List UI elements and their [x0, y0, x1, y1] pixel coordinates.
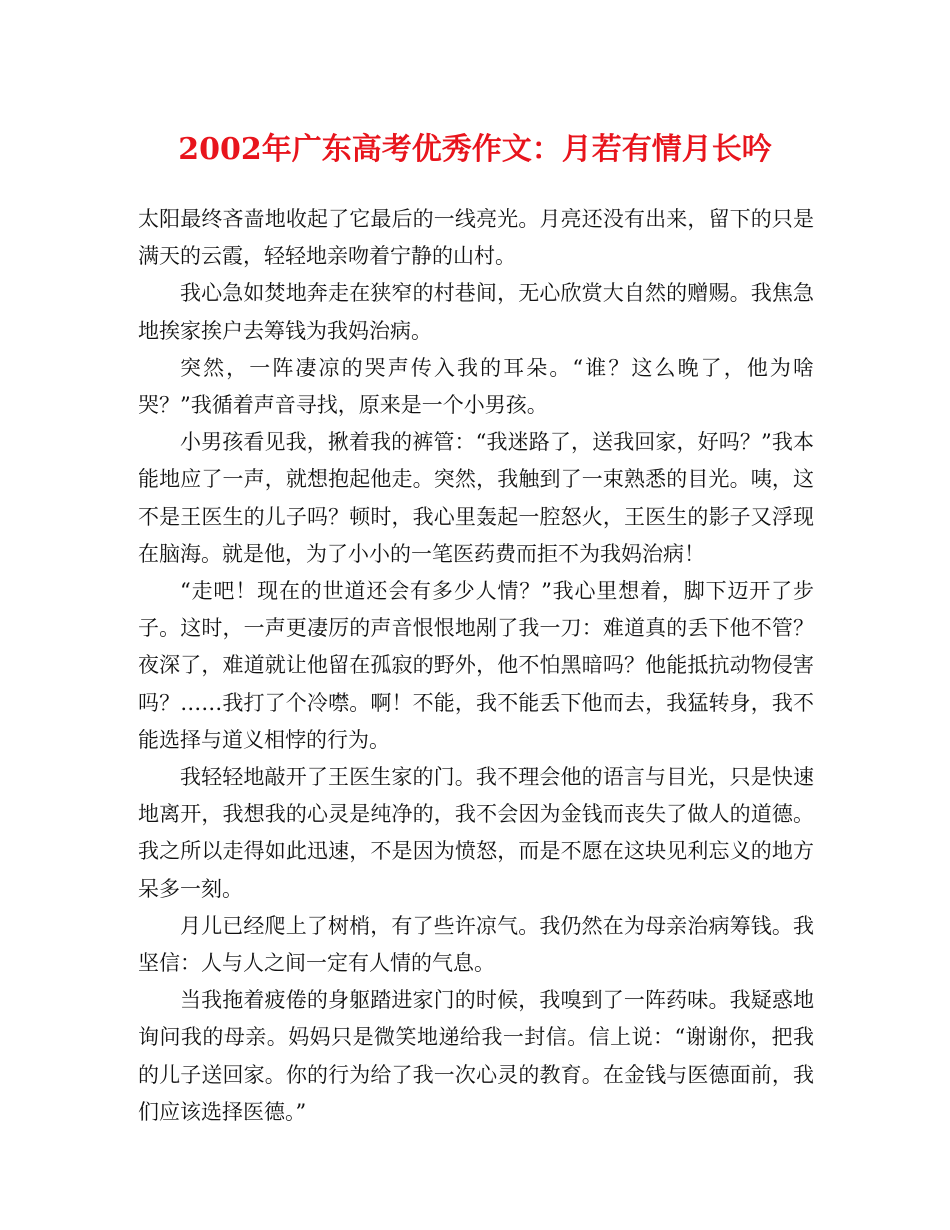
paragraph-5: “走吧！现在的世道还会有多少人情？”我心里想着，脚下迈开了步子。这时，一声更凄厉的声音恨恨地剐了我一刀：难道真的丢下他不管？夜深了，难道就让他留在孤寂的野外，他不怕黑暗吗？他能抵抗动物侵害吗？……我打了个冷噤。啊！不能，我不能丢下他而去，我猛转身，我不能选择与道义相悖的行为。	[138, 579, 814, 752]
paragraph-1: 太阳最终吝啬地收起了它最后的一线亮光。月亮还没有出来，留下的只是满天的云霞，轻轻地亲吻着宁静的山村。	[138, 207, 814, 269]
paragraph-4: 小男孩看见我，揪着我的裤管：“我迷路了，送我回家，好吗？”我本能地应了一声，就想抱起他走。突然，我触到了一束熟悉的目光。咦，这不是王医生的儿子吗？顿时，我心里轰起一腔怒火，王医生的影子又浮现在脑海。就是他，为了小小的一笔医药费而拒不为我妈治病！	[138, 430, 814, 566]
paragraph-8: 当我拖着疲倦的身躯踏进家门的时候，我嗅到了一阵药味。我疑惑地询问我的母亲。妈妈只是微笑地递给我一封信。信上说：“谢谢你，把我的儿子送回家。你的行为给了我一次心灵的教育。在金钱与医德面前，我们应该选择医德。”	[138, 988, 814, 1124]
paragraph-7: 月儿已经爬上了树梢，有了些许凉气。我仍然在为母亲治病筹钱。我坚信：人与人之间一定有人情的气息。	[138, 913, 814, 976]
document-title: 2002年广东高考优秀作文：月若有情月长吟	[178, 132, 772, 167]
paragraph-3: 突然，一阵凄凉的哭声传入我的耳朵。“谁？这么晚了，他为啥哭？”我循着声音寻找，原来是一个小男孩。	[138, 355, 814, 418]
document-body	[138, 201, 814, 1131]
paragraph-2: 我心急如焚地奔走在狭窄的村巷间，无心欣赏大自然的赠赐。我焦急地挨家挨户去筹钱为我妈治病。	[138, 281, 814, 343]
paragraph-6: 我轻轻地敲开了王医生家的门。我不理会他的语言与目光，只是快速地离开，我想我的心灵是纯净的，我不会因为金钱而丧失了做人的道德。我之所以走得如此迅速，不是因为愤怒，而是不愿在这块见利忘义的地方呆多一刻。	[138, 765, 814, 901]
